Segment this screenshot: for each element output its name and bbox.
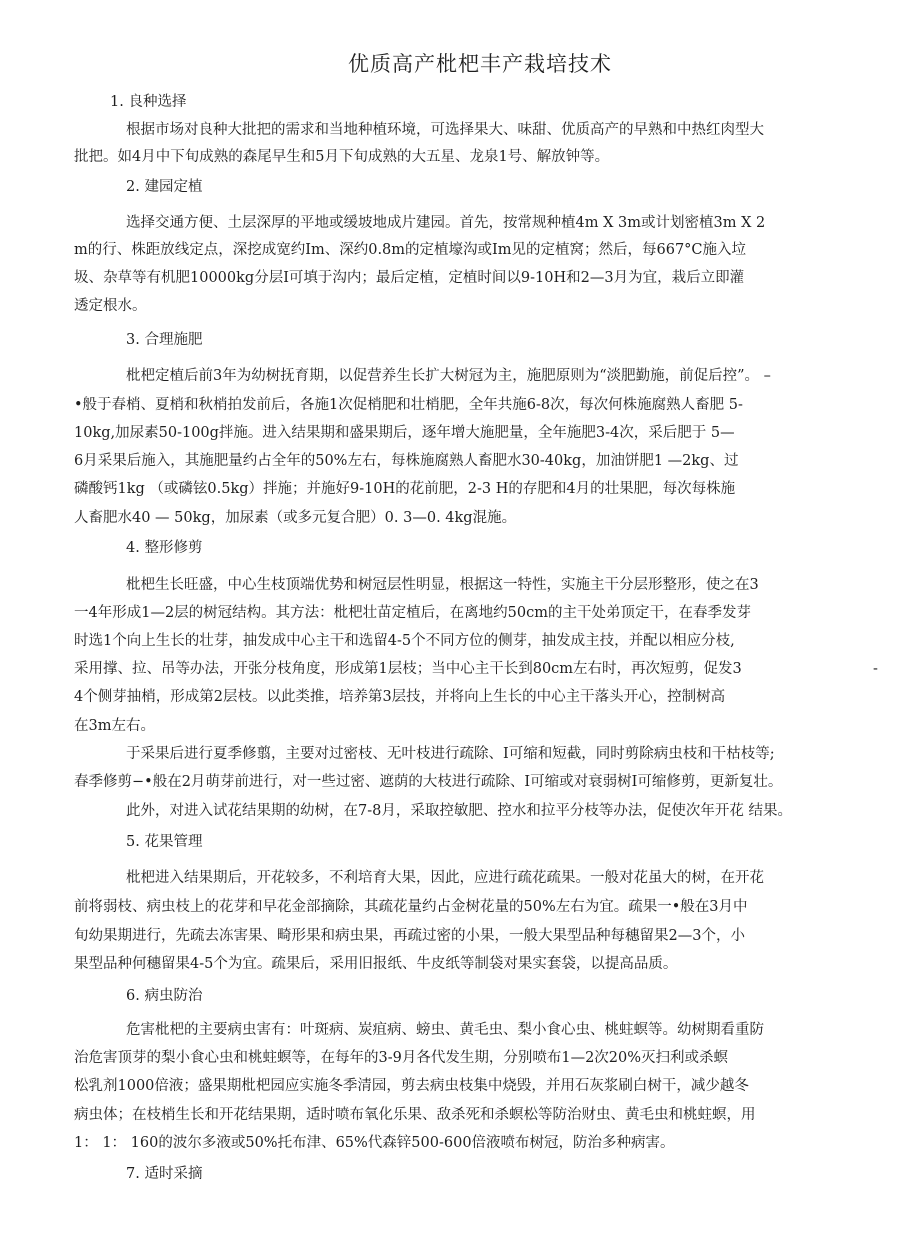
- section-3-heading: 3. 合理施肥: [126, 332, 203, 348]
- paragraph-line: 春季修剪−•般在2月萌芽前进行，对一些过密、遮荫的大枝进行疏除、I可缩或对衰弱树I可缩修剪，更新复壮。: [74, 774, 783, 790]
- paragraph-line: 一4年形成1—2层的树冠结构。其方法：枇杷壮苗定植后，在离地约50cm的主干处弟顶定干，在春季发芽: [74, 605, 751, 621]
- paragraph-line: 治危害顶芽的梨小食心虫和桃蛀螟等，在每年的3-9月各代发生期，分别喷布1—2次20%灭扫利或杀螟: [74, 1050, 729, 1066]
- paragraph-line: m的行、株距放线定点，深挖成宽约Im、深约0.8m的定植壕沟或Im见的定植窝；然后，每667°C施入垃: [74, 242, 747, 258]
- section-7-heading: 7. 适时采摘: [126, 1166, 203, 1182]
- paragraph-line: 批把。如4月中下旬成熟的森尾早生和5月下旬成熟的大五星、龙泉1号、解放钟等。: [74, 149, 610, 165]
- paragraph-line: 人畜肥水40 — 50kg，加尿素（或多元复合肥）0. 3—0. 4kg混施。: [74, 510, 517, 526]
- paragraph-line: 时选1个向上生长的壮芽，抽发成中心主干和选留4-5个不同方位的侧芽，抽发成主技，并配以相应分枝,: [74, 633, 735, 649]
- margin-mark: -: [873, 661, 878, 677]
- section-4-heading: 4. 整形修剪: [126, 540, 203, 556]
- paragraph-line: 枇杷生长旺盛，中心生枝顶端优势和树冠层性明显，根据这一特性，实施主干分层形整形，使之在3: [126, 577, 759, 593]
- paragraph-line: 4个侧芽抽梢，形成第2层枝。以此类推，培养第3层技，并将向上生长的中心主干落头开心，控制树高: [74, 689, 726, 705]
- paragraph-line: 病虫体；在枝梢生长和开花结果期，适时喷布氧化乐果、敌杀死和杀螟松等防治财虫、黄毛虫和桃蛀螟，用: [74, 1107, 756, 1123]
- document-title: 优质高产枇杷丰产栽培技术: [348, 52, 612, 76]
- section-1-heading: 1. 良种选择: [110, 94, 187, 110]
- section-2-heading: 2. 建园定植: [126, 179, 203, 195]
- paragraph-line: 1： 1： 160的波尔多液或50%托布津、65%代森锌500-600倍液喷布树冠，防治多种病害。: [74, 1135, 675, 1151]
- paragraph-line: 在3m左右。: [74, 718, 155, 734]
- paragraph-line: 枇杷定植后前3年为幼树抚育期，以促营养生长扩大树冠为主，施肥原则为“淡肥勤施，前促后控”。 –: [126, 368, 771, 384]
- paragraph-line: 根据市场对良种大批把的需求和当地种植环境，可选择果大、味甜、优质高产的早熟和中热红肉型大: [126, 122, 764, 138]
- paragraph-line: 危害枇杷的主要病虫害有：叶斑病、炭疽病、螃虫、黄毛虫、梨小食心虫、桃蛀螟等。幼树期看重防: [126, 1022, 764, 1038]
- paragraph-line: 磷酸钙1kg （或磷铉0.5kg）拌施；并施好9-10H的花前肥，2-3 H的存肥和4月的壮果肥，每次每株施: [74, 481, 736, 497]
- paragraph-line: 10kg,加尿素50-100g拌施。进入结果期和盛果期后，逐年增大施肥量，全年施肥3-4次，采后肥于 5—: [74, 425, 735, 441]
- paragraph-line: 6月采果后施入，其施肥量约占全年的50%左右，每株施腐熟人畜肥水30-40kg，加油饼肥1 —2kg、过: [74, 453, 739, 469]
- paragraph-line: 采用撑、拉、吊等办法，开张分枝角度，形成第1层枝；当中心主干长到80cm左右时，再次短剪，促发3: [74, 661, 742, 677]
- paragraph-line: 圾、杂草等有机肥10000kg分层I可填于沟内；最后定植，定植时间以9-10H和2—3月为宜，栽后立即灌: [74, 270, 745, 286]
- paragraph-line: 前将弱枝、病虫枝上的花芽和早花金部摘除，其疏花量约占金树花量的50%左右为宜。疏果一•般在3月中: [74, 899, 748, 915]
- paragraph-line: 选择交通方便、土层深厚的平地或缓坡地成片建园。首先，按常规种植4m X 3m或计划密植3m X 2: [126, 215, 766, 231]
- paragraph-line: 果型品种何穗留果4-5个为宜。疏果后，采用旧报纸、牛皮纸等制袋对果实套袋，以提高品质。: [74, 956, 678, 972]
- paragraph-line: 此外，对进入试花结果期的幼树，在7-8月，采取控敏肥、控水和拉平分枝等办法，促使次年开花 结果。: [126, 803, 792, 819]
- paragraph-line: 枇杷进入结果期后，开花较多，不利培育大果，因此，应进行疏花疏果。一般对花虽大的树，在开花: [126, 870, 764, 886]
- section-5-heading: 5. 花果管理: [126, 834, 203, 850]
- paragraph-line: 透定根水。: [74, 298, 147, 314]
- paragraph-line: 于采果后进行夏季修翦，主要对过密枝、无叶枝进行疏除、I可缩和短截，同时剪除病虫枝和干枯枝等;: [126, 746, 775, 762]
- paragraph-line: •般于春梢、夏梢和秋梢拍发前后，各施1次促梢肥和壮梢肥，全年共施6-8次，每次何株施腐熟人畜肥 5-: [74, 397, 743, 413]
- section-6-heading: 6. 病虫防治: [126, 988, 203, 1004]
- paragraph-line: 松乳剂1000倍液；盛果期枇杷园应实施冬季清园，剪去病虫枝集中烧毁，并用石灰浆刷白树干，减少越冬: [74, 1078, 749, 1094]
- paragraph-line: 旬幼果期进行，先疏去冻害果、畸形果和病虫果，再疏过密的小果，一般大果型品种每穗留果2—3个，小: [74, 928, 745, 944]
